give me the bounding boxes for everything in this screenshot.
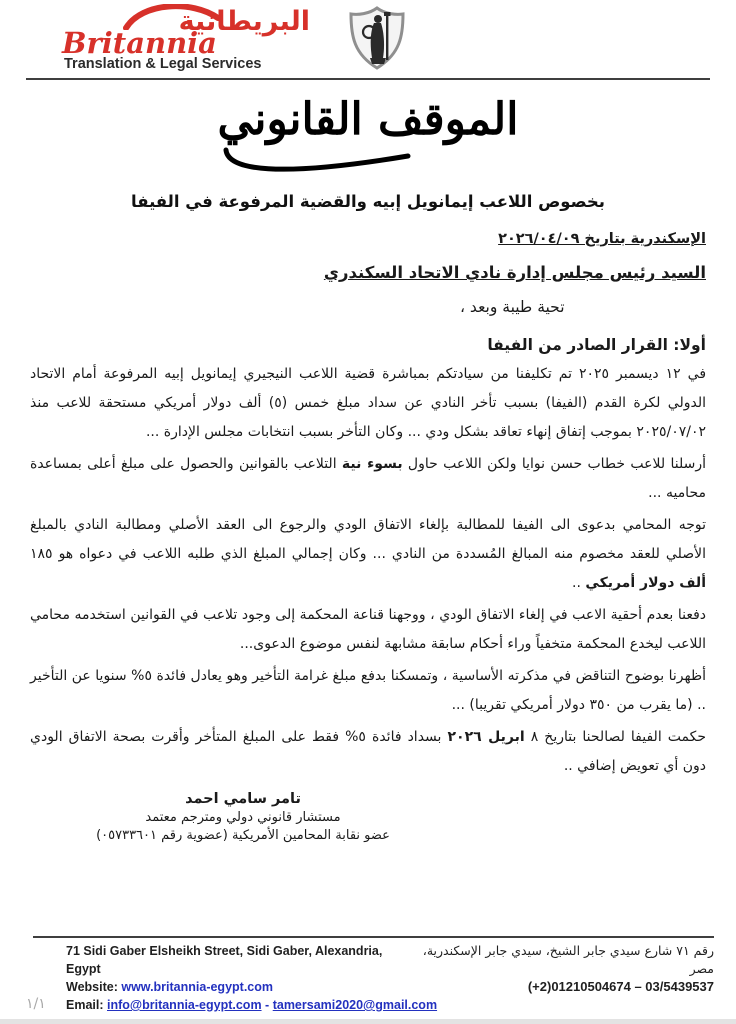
emphasized-text: ابريل ٢٠٢٦: [447, 729, 525, 745]
paragraph-text: أرسلنا للاعب خطاب حسن نوايا ولكن اللاعب حاول: [402, 456, 706, 472]
body-paragraph: [30, 450, 706, 508]
letterhead: [26, 0, 710, 80]
paragraph-text: حكمت الفيفا لصالحنا بتاريخ ٨: [524, 729, 706, 745]
document-title: الموقف القانوني: [217, 94, 519, 145]
email-link-primary[interactable]: info@britannia-egypt.com: [107, 998, 262, 1012]
address-english: 71 Sidi Gaber Elsheikh Street, Sidi Gaber, Alexandria, Egypt: [66, 944, 383, 976]
paragraph-text: ..: [572, 575, 586, 591]
brand-latin-text: Britannia: [62, 26, 217, 60]
body-paragraph: [30, 662, 706, 720]
website-link[interactable]: www.britannia-egypt.com: [121, 980, 273, 994]
email-link-secondary[interactable]: tamersami2020@gmail.com: [272, 998, 438, 1012]
signatory-name: تامر سامي احمد: [185, 791, 301, 807]
letter-body: [0, 231, 736, 843]
paragraph-text: في ١٢ ديسمبر ٢٠٢٥ تم تكليفنا من سيادتكم بمباشرة قضية اللاعب النيجيري إيمانويل إبيه المرفوعة أمام الاتحاد الدولي لكرة القدم (الفيفا) بسبب تأخر النادي عن سداد مبلغ خمس (٥) ألف دولار أمريكي مستحقة للاعب منذ ٢٠٢٥/٠٧/٠٢ بموجب إتفاق إنهاء تعاقد بشكل ودي ... وكان التأخر بسبب انتخابات مجلس الإدارة ...: [30, 366, 707, 440]
email-label: Email:: [66, 998, 104, 1012]
email-separator: -: [265, 998, 270, 1012]
signatory-title: مستشار قانوني دولي ومترجم معتمد: [145, 810, 341, 825]
brand-logo: [62, 6, 310, 72]
document-title-block: [0, 96, 736, 188]
greeting-line: تحية طيبة وبعد ،: [460, 298, 565, 316]
body-paragraph: [30, 511, 706, 598]
document-subtitle: بخصوص اللاعب إيمانويل إبيه والقضية المرفوعة في الفيفا: [131, 192, 605, 211]
section-heading-first: أولا: القرار الصادر من الفيفا: [487, 336, 706, 354]
footer-row-address: [33, 942, 714, 978]
brand-arabic-text: البريطانية: [178, 6, 310, 37]
body-paragraph: [30, 723, 706, 781]
shield-justice-figure-icon: [348, 6, 406, 70]
body-paragraph: [30, 601, 706, 659]
website-label: Website:: [66, 980, 118, 994]
address-arabic: رقم ٧١ شارع سيدي جابر الشيخ، سيدي جابر الإسكندرية، مصر: [422, 943, 714, 976]
brand-tagline: Translation & Legal Services: [64, 56, 262, 72]
paragraph-text: توجه المحامي بدعوى الى الفيفا للمطالبة بإلغاء الاتفاق الودي والرجوع الى العقد الأصلي ومطالبة النادي بالمبلغ الأصلي للعقد مخصوم منه المبالغ المُسددة من النادي ... وكان إجمالي المبلغ الذي طلبه اللاعب في دعواه هو ١٨٥: [30, 517, 706, 562]
title-swash-decoration: [218, 146, 418, 180]
footer-row-contacts: [33, 978, 714, 996]
paragraph-text: التلاعب بالقوانين والحصول على مبلغ أعلى بمساعدة محاميه ...: [30, 456, 706, 501]
date-line: الإسكندرية بتاريخ ٢٠٢٦/٠٤/٠٩: [498, 231, 706, 247]
paragraph-text: دفعنا بعدم أحقية الاعب في إلغاء الاتفاق الودي ، ووجهنا قناعة المحكمة إلى وجود تلاعب في القوانين استخدمه محامي اللاعب ليخدع المحكمة متخفياً وراء أحكام سابقة مشابهة لنفس موضوع الدعوى...: [30, 607, 706, 652]
body-paragraphs: [30, 360, 706, 781]
signatory-membership: عضو نقابة المحامين الأمريكية (عضوية رقم ٠٥٧٣٣٦٠١): [96, 828, 390, 843]
letterhead-footer: [33, 936, 714, 1014]
paragraph-text: بسداد فائدة ٥% فقط على المبلغ المتأخر وأقرت بصحة الاتفاق الودي دون أي تعويض إضافي ..: [30, 729, 706, 774]
footer-row-email: [33, 996, 714, 1014]
email-line: [33, 996, 437, 1014]
emphasized-text: بسوء نية: [341, 456, 403, 472]
phone-numbers: (+2)01210504674 – 03/5439537: [527, 979, 714, 994]
emphasized-text: ألف دولار أمريكي: [585, 575, 706, 591]
page-indicator: ١/١: [26, 996, 46, 1012]
signature-block: [48, 791, 438, 843]
body-paragraph: [30, 360, 706, 447]
website-line: [33, 978, 273, 996]
addressee-line: السيد رئيس مجلس إدارة نادي الاتحاد السكندري: [323, 263, 706, 282]
page-edge-strip: [0, 1019, 736, 1024]
paragraph-text: أظهرنا بوضوح التناقض في مذكرته الأساسية ، وتمسكنا بدفع مبلغ غرامة التأخير وهو يعادل فائدة ٥% سنويا عن التأخير .. (ما يقرب من ٣٥٠ دولار أمريكي تقريبا) ...: [30, 668, 706, 713]
